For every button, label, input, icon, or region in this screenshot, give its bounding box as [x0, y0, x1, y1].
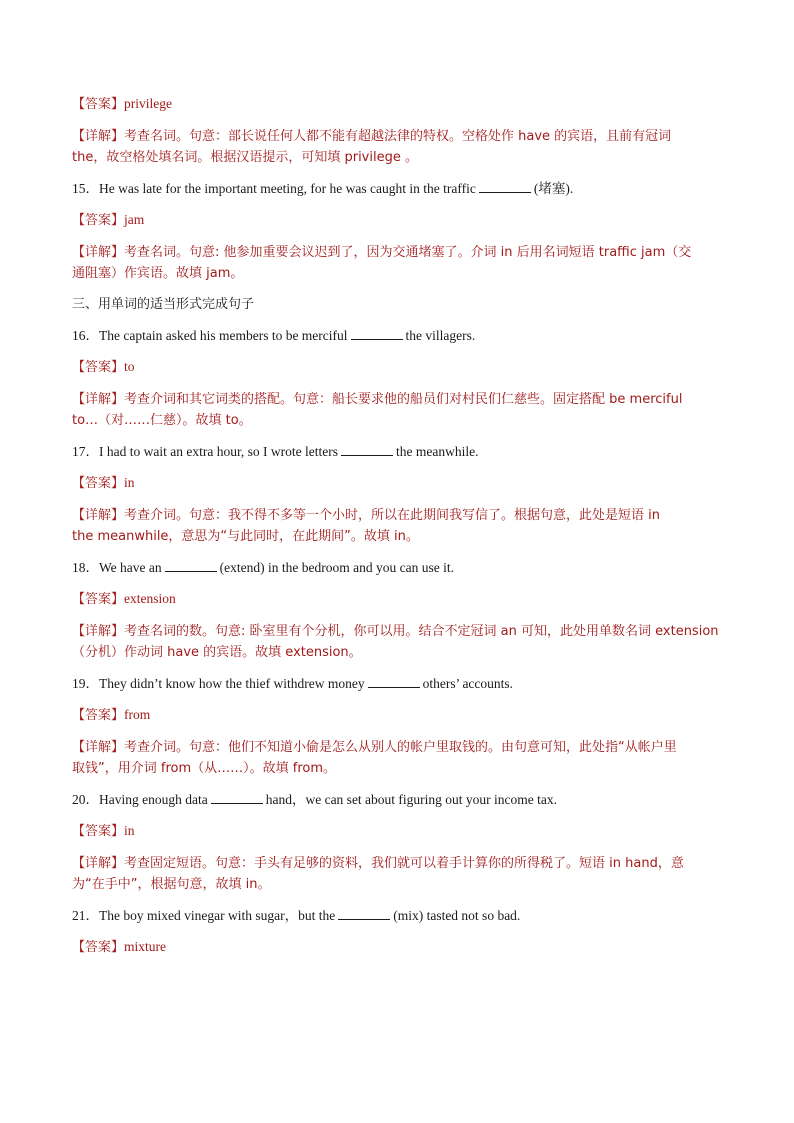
question-line — [72, 674, 722, 694]
answer-blank — [351, 327, 403, 340]
question-text-before: Having enough data — [99, 792, 208, 807]
answer-text: in — [124, 475, 135, 490]
detail-line — [72, 526, 722, 547]
detail-line — [72, 389, 722, 410]
detail-tag: 【详解】 — [72, 624, 125, 639]
detail-tag: 【详解】 — [72, 392, 125, 407]
question-number: 16． — [72, 328, 99, 343]
answer-tag: 【答案】 — [72, 476, 125, 491]
question-text-before: He was late for the important meeting, for he was caught in the traffic — [99, 181, 476, 196]
detail-line — [72, 853, 722, 874]
answer-text: jam — [124, 212, 145, 227]
answer-tag: 【答案】 — [72, 97, 125, 112]
detail-text: to…（对……仁慈）。故填 to。 — [72, 413, 252, 428]
answer-text: mixture — [124, 939, 167, 954]
answer-line — [72, 94, 722, 115]
answer-text: from — [124, 707, 151, 722]
detail-text: 考查固定短语。句意：手头有足够的资料，我们就可以着手计算你的所得税了。短语 in hand，意 — [124, 856, 684, 871]
answer-blank — [479, 180, 531, 193]
detail-line — [72, 758, 722, 779]
detail-tag: 【详解】 — [72, 129, 125, 144]
question-line — [72, 790, 722, 810]
answer-tag: 【答案】 — [72, 213, 125, 228]
question-text-after: the meanwhile. — [396, 444, 479, 459]
question-text-after: (extend) in the bedroom and you can use it. — [219, 560, 454, 575]
detail-tag: 【详解】 — [72, 508, 125, 523]
answer-blank — [165, 559, 217, 572]
answer-line — [72, 705, 722, 726]
answer-line — [72, 589, 722, 610]
answer-text: privilege — [124, 96, 172, 111]
question-text-before: They didn’t know how the thief withdrew money — [99, 676, 365, 691]
answer-line — [72, 210, 722, 231]
question-line — [72, 906, 722, 926]
answer-line — [72, 821, 722, 842]
answer-text: in — [124, 823, 135, 838]
question-text-after: (mix) tasted not so bad. — [393, 908, 521, 923]
answer-blank — [338, 907, 390, 920]
answer-blank — [341, 443, 393, 456]
detail-text: 考查名词的数。句意: 卧室里有个分机，你可以用。结合不定冠词 an 可知，此处用单数名词 extension — [124, 624, 719, 639]
detail-text: 为“在手中”，根据句意，故填 in。 — [72, 877, 271, 892]
question-line — [72, 326, 722, 346]
answer-blank — [368, 675, 420, 688]
detail-text: 通阻塞）作宾语。故填 jam。 — [72, 266, 244, 281]
detail-line — [72, 642, 722, 663]
detail-line — [72, 263, 722, 284]
question-number: 18． — [72, 560, 99, 575]
detail-text: 考查介词。句意：我不得不多等一个小时，所以在此期间我写信了。根据句意，此处是短语 in — [124, 508, 660, 523]
section-heading: 三、用单词的适当形式完成句子 — [72, 297, 255, 312]
detail-line — [72, 410, 722, 431]
detail-line — [72, 126, 722, 147]
detail-tag: 【详解】 — [72, 245, 125, 260]
answer-line — [72, 357, 722, 378]
detail-line — [72, 147, 722, 168]
detail-tag: 【详解】 — [72, 856, 125, 871]
detail-line — [72, 242, 722, 263]
question-number: 19． — [72, 676, 99, 691]
question-text-after: hand，we can set about figuring out your income tax. — [265, 792, 558, 807]
answer-tag: 【答案】 — [72, 708, 125, 723]
question-text-before: I had to wait an extra hour, so I wrote letters — [99, 444, 339, 459]
question-text-before: We have an — [99, 560, 162, 575]
answer-tag: 【答案】 — [72, 592, 125, 607]
question-text-after: the villagers. — [405, 328, 476, 343]
detail-line — [72, 874, 722, 895]
answer-tag: 【答案】 — [72, 824, 125, 839]
detail-tag: 【详解】 — [72, 740, 125, 755]
answer-text: extension — [124, 591, 176, 606]
question-number: 21． — [72, 908, 99, 923]
answer-tag: 【答案】 — [72, 360, 125, 375]
question-line — [72, 442, 722, 462]
answer-blank — [211, 791, 263, 804]
detail-text: 取钱”，用介词 from（从……）。故填 from。 — [72, 761, 337, 776]
detail-text: 考查名词。句意：部长说任何人都不能有超越法律的特权。空格处作 have 的宾语，且前有冠词 — [124, 129, 672, 144]
answer-text: to — [124, 359, 135, 374]
question-text-before: The boy mixed vinegar with sugar，but the — [99, 908, 336, 923]
detail-text: the，故空格处填名词。根据汉语提示，可知填 privilege 。 — [72, 150, 418, 165]
detail-line — [72, 505, 722, 526]
answer-tag: 【答案】 — [72, 940, 125, 955]
answer-line — [72, 937, 722, 958]
detail-text: the meanwhile，意思为“与此同时，在此期间”。故填 in。 — [72, 529, 419, 544]
question-number: 20． — [72, 792, 99, 807]
detail-text: 考查名词。句意: 他参加重要会议迟到了，因为交通堵塞了。介词 in 后用名词短语 traffic jam（交 — [124, 245, 692, 260]
question-text-after: (堵塞). — [533, 181, 574, 196]
question-number: 15． — [72, 181, 99, 196]
detail-text: 考查介词。句意：他们不知道小偷是怎么从别人的帐户里取钱的。由句意可知，此处指“从帐户里 — [124, 740, 677, 755]
question-text-before: The captain asked his members to be merciful — [99, 328, 348, 343]
detail-line — [72, 737, 722, 758]
detail-text: 考查介词和其它词类的搭配。句意：船长要求他的船员们对村民们仁慈些。固定搭配 be merciful — [124, 392, 683, 407]
detail-line — [72, 621, 722, 642]
detail-text: （分机）作动词 have 的宾语。故填 extension。 — [72, 645, 362, 660]
answer-line — [72, 473, 722, 494]
question-line — [72, 179, 722, 199]
question-text-after: others’ accounts. — [422, 676, 514, 691]
question-number: 17． — [72, 444, 99, 459]
question-line — [72, 558, 722, 578]
